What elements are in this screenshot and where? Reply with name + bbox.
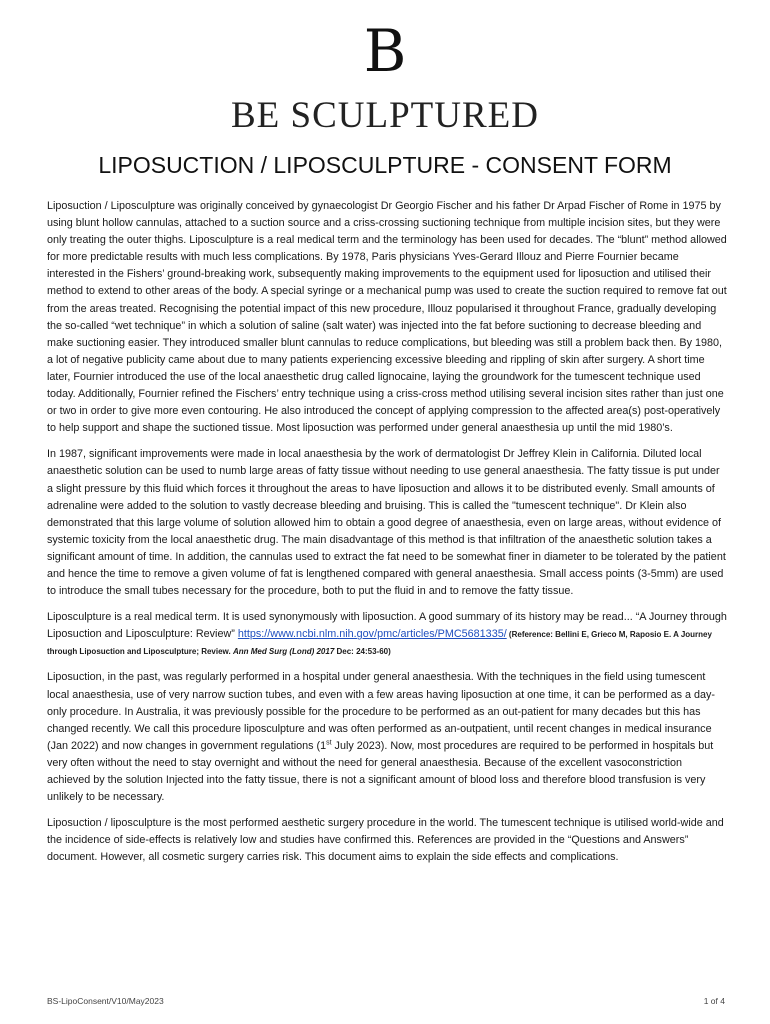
citation-text: (Reference: Bellini E, Grieco M, Raposio E. A Journey through Liposuction and Liposculpture; Review. xyxy=(47,630,712,657)
paragraph-risk: Liposuction / liposculpture is the most performed aesthetic surgery procedure in the world. The tumescent technique is utilised world-wide and the incidence of side-effects is relatively low and studies have confirmed this. References are provided in the “Questions and Answers” document. However, all cosmetic surgery carries risk. This document aims to explain the side effects and complications. xyxy=(47,817,724,864)
paragraph-tumescent: In 1987, significant improvements were made in local anaesthesia by the work of dermatologist Dr Jeffrey Klein in California. Diluted local anaesthetic solution can be used to numb large areas of fatty tissue without needing to use general anaesthesia. The fatty tissue is put under a slight pressure by this fluid which forces it throughout the areas to have liposuction and allows it to be distributed evenly. Small amounts of adrenaline were added to the solution to vastly decrease bleeding and bruising. This is called the "tumescent technique". Dr Klein also demonstrated that this large volume of solution allowed him to obtain a good degree of anaesthesia, even on large areas, without evidence of systemic toxicity from the local anaesthetic drug. The main disadvantage of this method is that infiltration of the anaesthetic solution takes a significant amount of time. In addition, the cannulas used to extract the fat need to be somewhat finer in diameter to be tolerated by the patient and hence the time to remove a given volume of fat is lengthened compared with general anaesthesia. Small access points (3-5mm) are used to introduce the small tubes necessary for the procedure, both to put the fluid in and to remove the fatty tissue. xyxy=(47,448,726,598)
logo-mark: B xyxy=(363,17,407,85)
reference-link[interactable]: https://www.ncbi.nlm.nih.gov/pmc/articles/PMC5681335/ xyxy=(237,628,507,641)
document-id: BS-LipoConsent/V10/May2023 xyxy=(47,996,164,1006)
summary-text: Liposculpture is a real medical term. It is used synonymously with liposuction. A good summary of its history may be read... “A Journey through Liposuction and Liposculpture: Review” xyxy=(47,611,727,641)
page-number: 1 of 4 xyxy=(703,996,725,1006)
brand-name: BE SCULPTURED xyxy=(230,95,539,136)
ordinal-suffix: st xyxy=(326,739,332,747)
page-title: LIPOSUCTION / LIPOSCULPTURE - CONSENT FORM xyxy=(98,152,672,178)
citation-journal: Ann Med Surg (Lond) 2017 xyxy=(232,647,335,657)
citation-pages: Dec: 24:53-60) xyxy=(334,647,391,657)
document-body xyxy=(47,198,727,875)
paragraph-history: Liposuction / Liposculpture was originally conceived by gynaecologist Dr Georgio Fischer and his father Dr Arpad Fischer of Rome in 1975 by using blunt hollow cannulas, attached to a suction source and a criss-crossing suctioning technique from multiple incision sites, but they were only treating the outer thighs. Liposculpture is a real medical term and the terminology has been used for decades. The “blunt” method allowed for more predictable results with much less complications. By 1978, Paris physicians Yves-Gerard Illouz and Pierre Fournier became interested in the Fishers’ ground-breaking work, subsequently making improvements to the equipment used for liposuction and utilised their method to extend to other areas of the body. A special syringe or a mechanical pump was used to create the suction required to remove fat out from the areas treated. Recognising the potential impact of this new procedure, Illouz popularised it throughout France, gradually developing the so-called “wet technique” in which a solution of saline (salt water) was injected into the fat before suctioning to decrease bleeding and make suctioning easier. They introduced smaller blunt cannulas to reduce complications, but bleeding was still a problem back then. By 1980, a lot of negative publicity came about due to many patients experiencing excessive bleeding and rippling of skin after surgery. A short time later, Fournier introduced the use of the local anaesthetic drug called lignocaine, laying the groundwork for the tumescent technique used today. Additionally, Fournier refined the Fischers’ entry technique using a criss-cross method utilising several incision sites rather than just one or two in order to give more even contouring. He also introduced the concept of applying compression to the affected area(s) post-operatively to help support and shape the suctioned tissue. Most liposuction was performed under general anaesthesia up until the mid 1980’s. xyxy=(47,200,727,435)
paragraph-hospital xyxy=(47,669,727,806)
paragraph-summary xyxy=(47,609,727,660)
hospital-text-b: July 2023). Now, most procedures are required to be performed in hospitals but very often without the need to stay overnight and without the need for general anaesthesia. Because of the excellent vasoconstriction achieved by the solution Injected into the fatty tissue, there is not a significant amount of blood loss and therefore blood transfusion is very unlikely to be necessary. xyxy=(47,739,714,804)
hospital-text-a: Liposuction, in the past, was regularly performed in a hospital under general anaesthesia. With the techniques in the field using tumescent local anaesthesia, use of very narrow suction tubes, and even with a few areas having liposuction at one time, it can be performed as a day-only procedure. In Australia, it was previously possible for the procedure to be performed as an out-patient for many decades but this has changed recently. We call this procedure liposculpture and was often performed as an-outpatient, until recent changes in medical insurance (Jan 2022) and now changes in government regulations (1 xyxy=(47,671,715,752)
